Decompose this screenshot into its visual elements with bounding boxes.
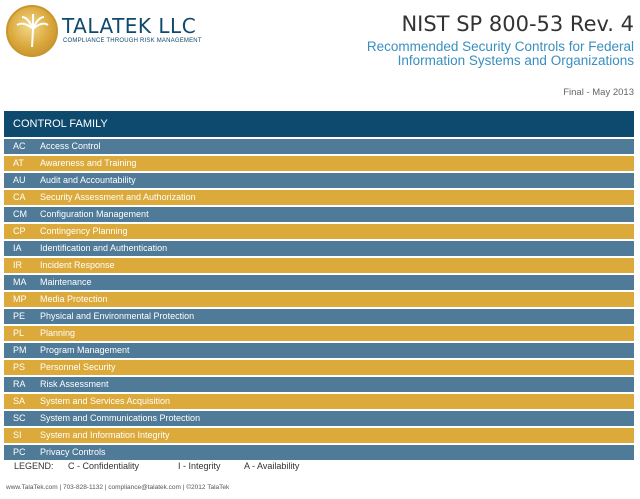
table-row: [4, 326, 634, 343]
legend-item: A - Availability: [244, 461, 300, 471]
table-row: [4, 156, 634, 173]
control-name: Configuration Management: [40, 209, 149, 219]
table-row: [4, 241, 634, 258]
legend-item: I - Integrity: [178, 461, 221, 471]
control-name: Audit and Accountability: [40, 175, 136, 185]
control-code: CM: [13, 209, 27, 219]
control-name: Media Protection: [40, 294, 108, 304]
control-name: System and Services Acquisition: [40, 396, 171, 406]
control-code: SC: [13, 413, 26, 423]
brand-tagline: COMPLIANCE THROUGH RISK MANAGEMENT: [63, 38, 202, 44]
table-row: [4, 445, 634, 462]
control-name: Privacy Controls: [40, 447, 106, 457]
control-code: AC: [13, 141, 26, 151]
control-name: System and Communications Protection: [40, 413, 201, 423]
control-name: System and Information Integrity: [40, 430, 170, 440]
table-row: [4, 309, 634, 326]
control-name: Personnel Security: [40, 362, 116, 372]
footer: www.TalaTek.com | 703-828-1132 | compliance@talatek.com | ©2012 TalaTek: [6, 484, 230, 491]
control-name: Planning: [40, 328, 76, 338]
table-row: [4, 428, 634, 445]
control-name: Security Assessment and Authorization: [40, 192, 196, 202]
table-row: [4, 224, 634, 241]
legend-label: LEGEND:: [14, 461, 54, 471]
table-row: [4, 275, 634, 292]
control-code: SA: [13, 396, 26, 406]
control-code: PE: [13, 311, 26, 321]
control-name: Contingency Planning: [40, 226, 128, 236]
control-code: PM: [13, 345, 27, 355]
control-name: Program Management: [40, 345, 130, 355]
document-date: Final - May 2013: [563, 87, 634, 98]
table-row: [4, 411, 634, 428]
control-name: Risk Assessment: [40, 379, 109, 389]
control-code: IA: [13, 243, 22, 253]
control-name: Maintenance: [40, 277, 92, 287]
palm-tree-icon: [8, 7, 56, 55]
table-body: [4, 139, 634, 462]
document-title: NIST SP 800-53 Rev. 4: [401, 12, 634, 36]
table-row: [4, 258, 634, 275]
control-code: RA: [13, 379, 26, 389]
control-code: IR: [13, 260, 22, 270]
table-row: [4, 207, 634, 224]
control-name: Incident Response: [40, 260, 115, 270]
control-code: PL: [13, 328, 25, 338]
control-code: MP: [13, 294, 27, 304]
control-code: PS: [13, 362, 26, 372]
table-row: [4, 377, 634, 394]
control-name: Access Control: [40, 141, 101, 151]
control-name: Awareness and Training: [40, 158, 137, 168]
control-code: AT: [13, 158, 24, 168]
control-code: CP: [13, 226, 26, 236]
document-subtitle: Recommended Security Controls for Federal Information Systems and Organizations: [366, 39, 634, 68]
control-code: SI: [13, 430, 22, 440]
table-row: [4, 190, 634, 207]
control-code: CA: [13, 192, 26, 202]
control-family-table: [4, 111, 634, 462]
legend: [14, 461, 299, 471]
control-code: AU: [13, 175, 26, 185]
company-logo: [6, 5, 58, 57]
table-row: [4, 343, 634, 360]
table-row: [4, 173, 634, 190]
control-name: Identification and Authentication: [40, 243, 168, 253]
table-header: CONTROL FAMILY: [4, 111, 634, 139]
brand-name: TALATEK LLC: [62, 14, 197, 38]
table-row: [4, 139, 634, 156]
control-code: MA: [13, 277, 27, 287]
control-code: PC: [13, 447, 26, 457]
legend-item: C - Confidentiality: [68, 461, 140, 471]
control-name: Physical and Environmental Protection: [40, 311, 195, 321]
table-row: [4, 292, 634, 309]
table-row: [4, 360, 634, 377]
table-row: [4, 394, 634, 411]
